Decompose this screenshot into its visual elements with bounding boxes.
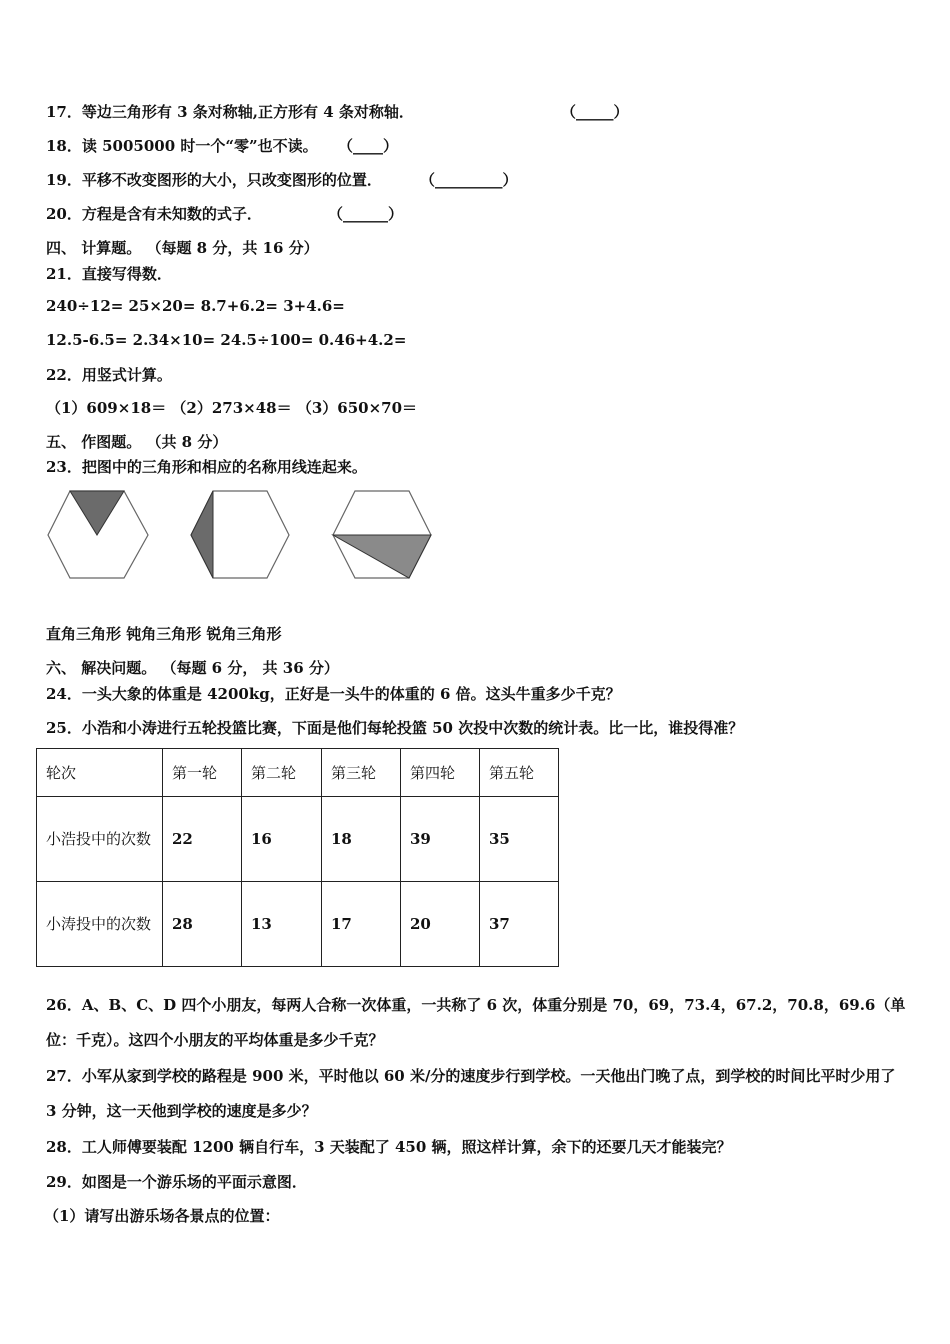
hexagon-right-triangle (48, 491, 148, 578)
hexagon-obtuse-triangle (191, 491, 289, 578)
table-cell: 28 (163, 882, 242, 967)
answer-blank-18[interactable]: （____） (338, 137, 399, 155)
question-21: 21．直接写得数． (46, 265, 172, 283)
answer-blank-19[interactable]: （_________） (420, 171, 518, 189)
table-cell: 39 (401, 797, 480, 882)
section-6-title: 六、 解决问题。 （每题 6 分， 共 36 分） (46, 659, 339, 677)
row-label-xiaohao: 小浩投中的次数 (37, 797, 163, 882)
table-cell: 16 (242, 797, 322, 882)
table-cell: 13 (242, 882, 322, 967)
vertical-calc-items: （1）609×18＝ （2）273×48＝ （3）650×70＝ (46, 399, 418, 417)
table-cell: 37 (480, 882, 559, 967)
question-25: 25．小浩和小涛进行五轮投篮比赛，下面是他们每轮投篮 50 次投中次数的统计表。比一比，谁投得准？ (46, 719, 744, 737)
table-header-cell: 第五轮 (480, 749, 559, 797)
question-20: 20．方程是含有未知数的式子． (46, 205, 262, 223)
table-header-cell: 第三轮 (322, 749, 401, 797)
question-29: 29．如图是一个游乐场的平面示意图． (46, 1173, 307, 1191)
hexagon-acute-triangle (333, 491, 431, 578)
question-24: 24．一头大象的体重是 4200kg，正好是一头牛的体重的 6 倍。这头牛重多少千克？ (46, 685, 621, 703)
table-header-cell: 第四轮 (401, 749, 480, 797)
table-row (37, 797, 559, 882)
row-label-xiaotao: 小涛投中的次数 (37, 882, 163, 967)
question-18: 18．读 5005000 时一个“零”也不读。 (46, 137, 318, 155)
answer-blank-20[interactable]: （______） (328, 205, 404, 223)
question-29-part-1: （1）请写出游乐场各景点的位置： (44, 1207, 280, 1225)
table-row (37, 882, 559, 967)
table-cell: 35 (480, 797, 559, 882)
answer-blank-17[interactable]: （_____） (561, 103, 629, 121)
table-cell: 18 (322, 797, 401, 882)
question-26: 26．A、B、C、D 四个小朋友，每两人合称一次体重，一共称了 6 次，体重分别是 70，69，73.4，67.2，70.8，69.6（单位：千克）。这四个小朋友的平均体重是多少千克？ (46, 996, 906, 1049)
question-27: 27．小军从家到学校的路程是 900 米，平时他以 60 米/分的速度步行到学校。一天他出门晚了点，到学校的时间比平时少用了 3 分钟，这一天他到学校的速度是多少？ (46, 1067, 896, 1120)
calc-row-1: 240÷12= 25×20= 8.7+6.2= 3+4.6= (46, 297, 345, 315)
table-cell: 22 (163, 797, 242, 882)
question-28: 28．工人师傅要装配 1200 辆自行车，3 天装配了 450 辆，照这样计算，余下的还要几天才能装完？ (46, 1138, 732, 1156)
triangle-names: 直角三角形 钝角三角形 锐角三角形 (46, 625, 282, 643)
table-header-cell: 第二轮 (242, 749, 322, 797)
shooting-stats-table (36, 748, 559, 967)
question-17: 17．等边三角形有 3 条对称轴,正方形有 4 条对称轴． (46, 103, 414, 121)
section-5-title: 五、 作图题。 （共 8 分） (46, 433, 228, 451)
question-22: 22．用竖式计算。 (46, 366, 172, 384)
hexagon-figures (40, 484, 440, 584)
table-header-cell: 第一轮 (163, 749, 242, 797)
calc-row-2: 12.5-6.5= 2.34×10= 24.5÷100= 0.46+4.2= (46, 331, 407, 349)
question-19: 19．平移不改变图形的大小，只改变图形的位置． (46, 171, 382, 189)
table-cell: 17 (322, 882, 401, 967)
table-header-cell: 轮次 (37, 749, 163, 797)
table-header-row (37, 749, 559, 797)
section-4-title: 四、 计算题。 （每题 8 分，共 16 分） (46, 239, 319, 257)
question-23: 23．把图中的三角形和相应的名称用线连起来。 (46, 458, 367, 476)
table-cell: 20 (401, 882, 480, 967)
